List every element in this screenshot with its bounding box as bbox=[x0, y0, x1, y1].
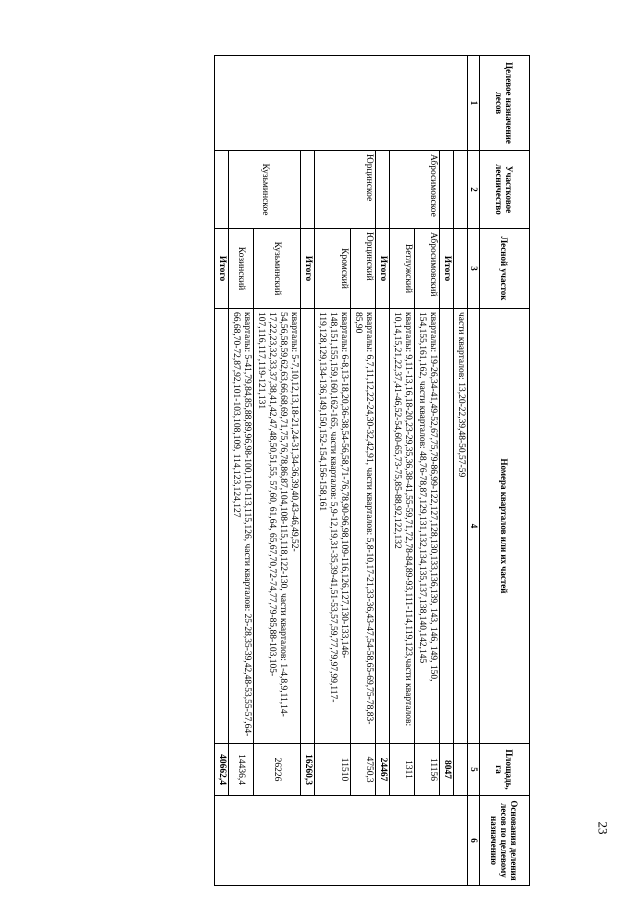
area-cell: 14436,4 bbox=[229, 744, 254, 796]
forestry-cell: Юрцинское bbox=[315, 151, 376, 229]
col-number: 6 bbox=[468, 796, 480, 886]
header-basis: Основания деления лесов по целевому назначению bbox=[480, 796, 530, 886]
plot-cell: Кромский bbox=[315, 229, 351, 309]
header-area: Площадь, га bbox=[480, 744, 530, 796]
page-number: 23 bbox=[595, 821, 611, 835]
quarters-cell: части кварталов: 13,20-22,39,48-50,57-59 bbox=[454, 309, 468, 744]
header-forestry: Участковое лесничество bbox=[480, 151, 530, 229]
table-row bbox=[440, 56, 454, 886]
col-number: 2 bbox=[468, 151, 480, 229]
table-row bbox=[415, 56, 440, 886]
col-number: 5 bbox=[468, 744, 480, 796]
total-label: Итого bbox=[440, 229, 454, 309]
plot-cell: Ветлужский bbox=[390, 229, 415, 309]
purpose-cell bbox=[215, 56, 468, 151]
plot-cell: Юрцинский bbox=[351, 229, 376, 309]
quarters-cell: кварталы: 5-7,10,12,13,18-21,24-31,34-36,39,40,43-46,49,52-54,56,58,59,62,63,66,68,69,71,75,76,78,86,87,104,108-115,118,122-130, части кварталов: 1-4,8,9,11,14-17,22,23,32,33,37,38,41,42,47,48,50,51,55, 57,60, 61,64, 65,67,70,72-74,77,79-85,88-103,105-107,116,117,119-121,131 bbox=[254, 309, 301, 744]
area-cell: 4750,3 bbox=[351, 744, 376, 796]
col-number: 1 bbox=[468, 56, 480, 151]
plot-cell: Абросимовский bbox=[415, 229, 440, 309]
forestry-cell: Кузьминское bbox=[229, 151, 301, 229]
col-number: 4 bbox=[468, 309, 480, 744]
col-number: 3 bbox=[468, 229, 480, 309]
table-row bbox=[376, 56, 390, 886]
forestry-cell: Абросимовское bbox=[390, 151, 440, 229]
table-row bbox=[454, 56, 468, 886]
total-label: Итого bbox=[215, 229, 229, 309]
quarters-cell: кварталы: 6-8,13-18,20,36-38,54-56,58,71-76,78,90-96,98,109-116,126,127,130-133,146-148,151,155,159,160,162-165, части кварталов: 5,9-12,19,31-35,39-41,51-53,57,59,77,79,97,99,117-119,128,129,134-136,149,150,152-154,156-158,161 bbox=[315, 309, 351, 744]
quarters-cell: кварталы: 5-41,79,84,85,88,89,96,98-100,110-113,115,126, части кварталов: 25-28,35-39,42,48-53,55-57,64-66,68,70-72,87,92,101-103,108,109, 114,123,124,127 bbox=[229, 309, 254, 744]
table-row bbox=[254, 56, 301, 886]
area-cell: 8047 bbox=[440, 744, 454, 796]
rotated-table-container bbox=[190, 55, 530, 885]
area-cell: 1311 bbox=[390, 744, 415, 796]
area-cell: 24467 bbox=[376, 744, 390, 796]
basis-cell bbox=[215, 796, 468, 886]
area-cell: 16260,3 bbox=[301, 744, 315, 796]
total-label: Итого bbox=[301, 229, 315, 309]
area-cell: 11510 bbox=[315, 744, 351, 796]
table-row bbox=[215, 56, 229, 886]
area-cell: 40662,4 bbox=[215, 744, 229, 796]
plot-cell: Кузьминский bbox=[254, 229, 301, 309]
total-label: Итого bbox=[376, 229, 390, 309]
area-cell: 11156 bbox=[415, 744, 440, 796]
column-numbers-row bbox=[468, 56, 480, 886]
header-purpose: Целевое назначение лесов bbox=[480, 56, 530, 151]
quarters-cell: кварталы: 19-26,34-41,49-52,67,75,79-86,99-122,127,128,130,133,136,139, 143, 146, 149, 150, 154,155,161,162, части кварталов: 48,76-78,87,129,131,132,134,135,137,138,140,142,145 bbox=[415, 309, 440, 744]
quarters-cell: кварталы: 6,7,11,12,22-24,30-32,42,91, части кварталов: 5,8-10,17-21,33-36,43-47,54-58,65-69,75-78,83-85,90 bbox=[351, 309, 376, 744]
table-row bbox=[301, 56, 315, 886]
area-cell: 26226 bbox=[254, 744, 301, 796]
quarters-cell: кварталы: 9,11-13,16,18-20,23-29,35,36,38-41,55-59,71,72,78-84,89-93,111-114,119,123,части кварталов: 10,14,15,21,22,37,41-46,52-54,60-65,73-75,85-88,92,122,132 bbox=[390, 309, 415, 744]
forest-purpose-table bbox=[214, 55, 530, 886]
plot-cell: Козинский bbox=[229, 229, 254, 309]
table-row bbox=[351, 56, 376, 886]
header-quarters: Номера кварталов или их частей bbox=[480, 309, 530, 744]
header-plot: Лесной участок bbox=[480, 229, 530, 309]
